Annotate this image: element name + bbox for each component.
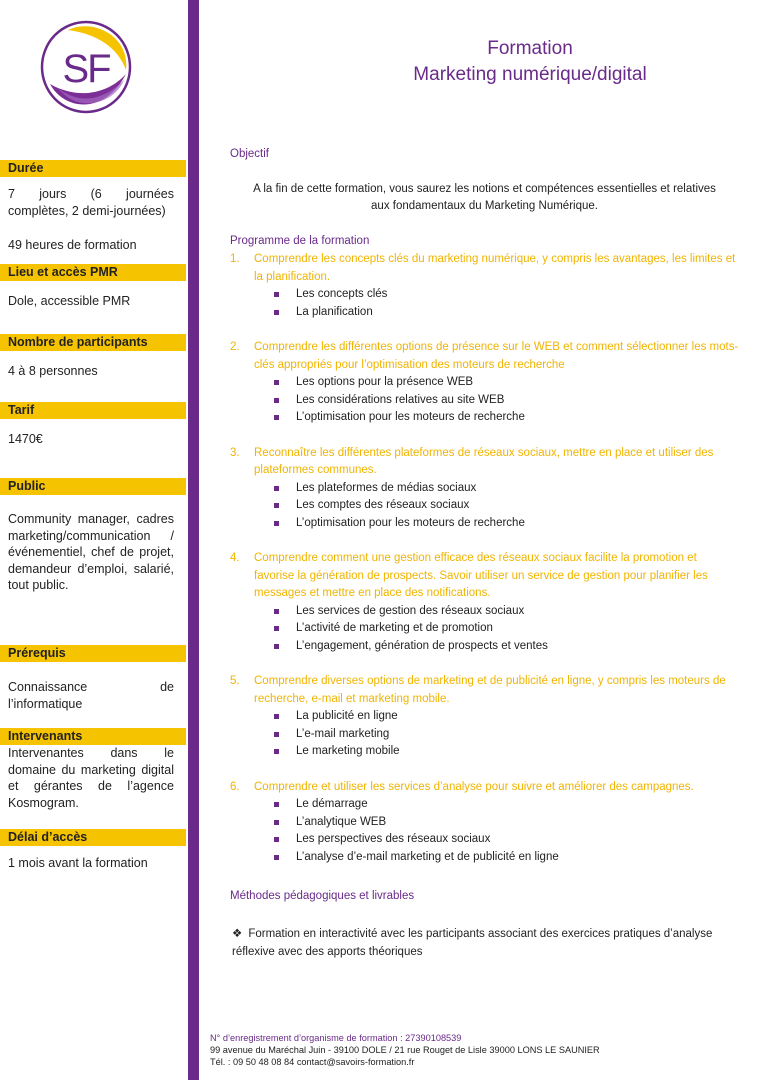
square-bullet-icon bbox=[274, 486, 279, 491]
program-item bbox=[230, 339, 740, 427]
tarif-text: 1470€ bbox=[8, 432, 43, 446]
sub-item: Les comptes des réseaux sociaux bbox=[274, 497, 740, 515]
square-bullet-icon bbox=[274, 644, 279, 649]
objectif-text bbox=[232, 181, 737, 215]
square-bullet-icon bbox=[274, 820, 279, 825]
item-number: 6. bbox=[230, 780, 240, 793]
square-bullet-icon bbox=[274, 802, 279, 807]
sub-item: L’e-mail marketing bbox=[274, 726, 740, 744]
prerequis-text: Connaissance de l’informatique bbox=[8, 680, 174, 711]
square-bullet-icon bbox=[274, 837, 279, 842]
sub-item: L’optimisation pour les moteurs de recherche bbox=[274, 409, 740, 427]
sub-item: L’analyse d’e-mail marketing et de publicité en ligne bbox=[274, 849, 740, 867]
footer bbox=[210, 1032, 600, 1068]
program-item bbox=[230, 673, 740, 761]
logo-letters: SF bbox=[62, 47, 110, 91]
item-number: 3. bbox=[230, 446, 240, 459]
title-line-1: Formation bbox=[487, 38, 573, 59]
sub-item: La publicité en ligne bbox=[274, 708, 740, 726]
public-heading: Public bbox=[0, 478, 186, 495]
participants-heading: Nombre de participants bbox=[0, 334, 186, 351]
square-bullet-icon bbox=[274, 415, 279, 420]
page-title bbox=[300, 36, 760, 88]
public-text: Community manager, cadres marketing/communication /événementiel, chef de projet, demandeur d’emploi, salarié, tout public. bbox=[8, 512, 174, 592]
programme-list bbox=[230, 251, 740, 866]
program-item bbox=[230, 779, 740, 867]
sub-item: L’engagement, génération de prospects et ventes bbox=[274, 638, 740, 656]
intervenants-text: Intervenantes dans le domaine du marketing digital et gérantes de l’agence Kosmogram. bbox=[8, 746, 174, 810]
program-item bbox=[230, 445, 740, 533]
tarif-heading: Tarif bbox=[0, 402, 186, 419]
sidebar-divider-bar bbox=[188, 0, 199, 1080]
objectif-heading: Objectif bbox=[230, 148, 269, 160]
item-number: 1. bbox=[230, 253, 240, 265]
intervenants-heading: Intervenants bbox=[0, 728, 186, 745]
sub-item: Les services de gestion des réseaux sociaux bbox=[274, 603, 740, 621]
sub-item: Les considérations relatives au site WEB bbox=[274, 392, 740, 410]
prerequis-heading: Prérequis bbox=[0, 645, 186, 662]
item-title: Comprendre diverses options de marketing et de publicité en ligne, y compris les moteurs de recherche, e-mail et marketing mobile. bbox=[254, 675, 726, 705]
objectif-line-1: A la fin de cette formation, vous saurez les notions et compétences essentielles et relatives bbox=[253, 183, 716, 195]
footer-address: 99 avenue du Maréchal Juin - 39100 DOLE / 21 rue Rouget de Lisle 39000 LONS LE SAUNIER bbox=[210, 1045, 600, 1055]
square-bullet-icon bbox=[274, 714, 279, 719]
square-bullet-icon bbox=[274, 521, 279, 526]
lieu-text: Dole, accessible PMR bbox=[8, 294, 131, 308]
square-bullet-icon bbox=[274, 380, 279, 385]
square-bullet-icon bbox=[274, 292, 279, 297]
delai-heading: Délai d’accès bbox=[0, 829, 186, 846]
sub-item: Les concepts clés bbox=[274, 286, 740, 304]
footer-contact: Tél. : 09 50 48 08 84 contact@savoirs-formation.fr bbox=[210, 1057, 415, 1067]
sub-item: Les plateformes de médias sociaux bbox=[274, 480, 740, 498]
sub-item: L’analytique WEB bbox=[274, 814, 740, 832]
methodes-heading: Méthodes pédagogiques et livrables bbox=[230, 890, 415, 902]
sub-item: Le marketing mobile bbox=[274, 743, 740, 761]
duree-hours: 49 heures de formation bbox=[8, 238, 137, 252]
duree-heading: Durée bbox=[0, 160, 186, 177]
item-title: Comprendre les différentes options de présence sur le WEB et comment sélectionner les mots-clés appropriés pour l’optimisation des moteurs de recherche bbox=[254, 341, 739, 371]
item-number: 5. bbox=[230, 675, 240, 687]
square-bullet-icon bbox=[274, 503, 279, 508]
methodes-text-block bbox=[232, 926, 740, 961]
item-title: Comprendre et utiliser les services d’analyse pour suivre et améliorer des campagnes. bbox=[254, 780, 694, 793]
sub-item: Les perspectives des réseaux sociaux bbox=[274, 831, 740, 849]
duree-text: 7 jours (6 journées complètes, 2 demi-journées) bbox=[8, 187, 174, 218]
item-title: Comprendre comment une gestion efficace des réseaux sociaux facilite la promotion et favorise la génération de prospects. Savoir utiliser un service de gestion pour planifier les messages et mettre en place des notifications. bbox=[254, 552, 708, 599]
objectif-line-2: aux fondamentaux du Marketing Numérique. bbox=[371, 200, 598, 212]
item-number: 2. bbox=[230, 341, 240, 353]
participants-text: 4 à 8 personnes bbox=[8, 364, 98, 378]
sub-item: Le démarrage bbox=[274, 796, 740, 814]
methodes-text: Formation en interactivité avec les participants associant des exercices pratiques d’analyse réflexive avec des apports théoriques bbox=[232, 928, 713, 958]
title-line-2: Marketing numérique/digital bbox=[413, 64, 647, 85]
square-bullet-icon bbox=[274, 609, 279, 614]
delai-text: 1 mois avant la formation bbox=[8, 856, 148, 870]
logo bbox=[38, 18, 134, 116]
lieu-heading: Lieu et accès PMR bbox=[0, 264, 186, 281]
square-bullet-icon bbox=[274, 749, 279, 754]
square-bullet-icon bbox=[274, 398, 279, 403]
program-item bbox=[230, 550, 740, 655]
sub-item: L’activité de marketing et de promotion bbox=[274, 620, 740, 638]
square-bullet-icon bbox=[274, 732, 279, 737]
item-title: Reconnaître les différentes plateformes de réseaux sociaux, mettre en place et utiliser des plateformes communes. bbox=[254, 446, 714, 476]
item-number: 4. bbox=[230, 552, 240, 564]
sub-item: Les options pour la présence WEB bbox=[274, 374, 740, 392]
program-item bbox=[230, 251, 740, 321]
sub-item: La planification bbox=[274, 304, 740, 322]
diamond-bullet-icon: ❖ bbox=[232, 928, 243, 940]
square-bullet-icon bbox=[274, 310, 279, 315]
programme-heading: Programme de la formation bbox=[230, 235, 370, 247]
footer-registration: N° d’enregistrement d’organisme de formation : 27390108539 bbox=[210, 1033, 462, 1043]
square-bullet-icon bbox=[274, 855, 279, 860]
square-bullet-icon bbox=[274, 626, 279, 631]
sub-item: L’optimisation pour les moteurs de recherche bbox=[274, 515, 740, 533]
item-title: Comprendre les concepts clés du marketing numérique, y compris les avantages, les limites et la planification. bbox=[254, 253, 736, 283]
